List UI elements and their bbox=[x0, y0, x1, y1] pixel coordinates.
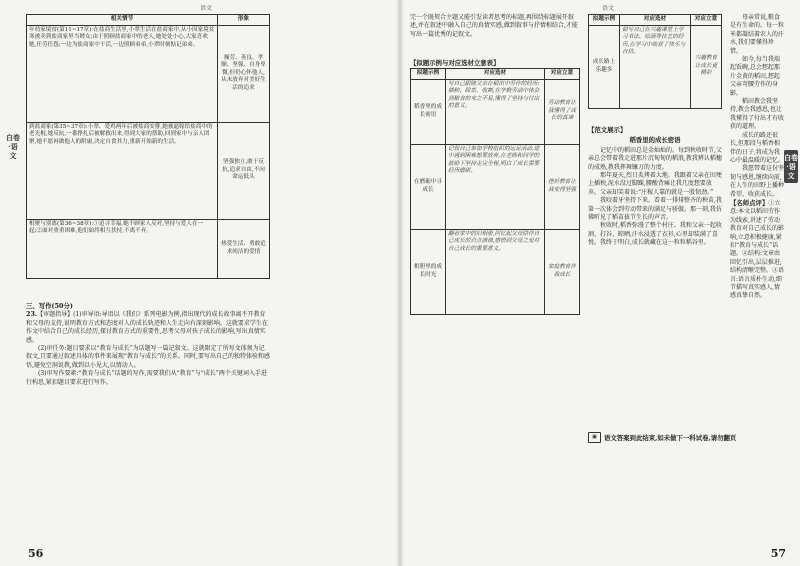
footer-banner bbox=[588, 432, 788, 443]
sample-right-paragraph: 如今,每当我端起饭碗,总会想起那片金黄的稻田,想起父亲弯腰劳作的身影。 bbox=[730, 56, 780, 97]
sample-paragraph: 秋收时,稻香弥漫了整个村庄。我和父亲一起收割、打谷、晾晒,汗水浸透了衣衫,心里却装满了喜悦。我终于明白,成长就藏在这一粒粒稻谷里。 bbox=[588, 222, 722, 247]
outline-header-title: 拟题示例 bbox=[589, 15, 620, 26]
table-header-image: 形象 bbox=[218, 15, 270, 26]
writing-section bbox=[26, 302, 270, 387]
outline-cell-material: 描写自己在兴趣课堂上学习书法、绘画等技艺的经历,在学习中收获了快乐与自信。 bbox=[620, 25, 691, 108]
table-header-row bbox=[589, 15, 722, 26]
book-icon: ▣ bbox=[588, 432, 601, 443]
table-cell-image: 热爱生活、勇敢追求纯洁的爱情 bbox=[218, 219, 270, 278]
writing-section-label: 三、写作(50分) bbox=[26, 302, 73, 310]
table-row bbox=[27, 219, 270, 278]
outline-table bbox=[410, 68, 580, 315]
table-header-row bbox=[27, 15, 270, 26]
sample-paragraph: 我咬着牙坚持下来。看着一排排整齐的秧苗,我第一次体会到劳动带来的满足与骄傲。那一刻,我仿佛听见了稻苗拔节生长的声音。 bbox=[588, 197, 722, 222]
comment-text: ①立意:本文以稻田劳作为线索,讲述了劳动教育对自己成长的影响,立意积极健康,紧扣“教育与成长”话题。②结构:文章由回忆引出,层层推进,结构清晰完整。③语言:语言质朴生动,细节描写真实感人,情感真挚自然。 bbox=[730, 199, 785, 300]
outline-header-idea: 对应立意 bbox=[691, 15, 722, 26]
outline-cell-title: 稻香里的成长密语 bbox=[411, 79, 446, 144]
footer-banner-text: 语文答案到此结束,如未做下一科试卷,请勿翻页 bbox=[604, 434, 737, 442]
intro-text: 完一个既契合主题又能引发读者思考的标题,再围绕标题展开叙述,并在叙述中融入自己的真情实感,做到叙事与抒情相结合,才能写出一篇优秀的记叙文。 bbox=[410, 14, 578, 38]
table-cell-plot: 到盐商家(第35~37章):小翠、爱鸡两年后被盐商安排,她被逼嫁给盐商中的老光棍,她反抗,一番挣扎后被解救出来,得到大家的帮助,回到家中与亲人团聚,她不愿再做他人的附庸,决定自食其力,重新开始新的生活。 bbox=[27, 122, 218, 219]
table-row bbox=[411, 79, 580, 144]
sample-paragraph: 那年夏天,烈日炙烤着大地。我跟着父亲在田埂上插秧,泥水没过脚踝,腰酸背痛让我几度想要放弃。父亲却笑着说:“庄稼人靠的就是一股韧劲。” bbox=[588, 172, 722, 196]
table-cell-plot: 年幼家境贫(第11~17章):在盐商生活里,小翠生活在盐商家中,从小因家境贫寒被卖到盐商家里当婢女;由于照顾盐商家中的老人,她处处小心,大家喜欢她,任劳任怨;一边为盐商家中干活,一边照顾弟弟,小翠时刻惦记弟弟。 bbox=[27, 25, 218, 122]
outline-label: 【拟题示例与对应选材立意表】 bbox=[410, 59, 500, 67]
outline-cell-material: 写自己跟随父亲在稻田中劳作的经历:插秧、除草、收割,在辛勤劳动中体会到粮食的来之不易,懂得了坚持与付出的意义。 bbox=[446, 79, 545, 144]
outline-header-material: 对应选材 bbox=[446, 69, 545, 80]
table-cell-image: 坚强独立,敢于反抗,追求自由,不向命运低头 bbox=[218, 122, 270, 219]
outline-cell-title: 成长路上乐趣多 bbox=[589, 25, 620, 108]
guide-paragraph-2: (2)审任务:题目要求以“教育与成长”为话题写一篇记叙文。这就限定了所写文体须为记叙文,且要通过叙述具体的事件来展现“教育与成长”的关系。同时,要写出自己的独特体验和感悟,避免空洞说教,做到以小见大,以情动人。 bbox=[26, 345, 270, 369]
sample-right-paragraph: 我愿带着这份坚韧与感恩,继续向前,在人生的田野上播种希望、收获成长。 bbox=[730, 165, 785, 198]
sample-title: 稻香里的成长密语 bbox=[629, 136, 681, 145]
right-header-mark: 语文 bbox=[602, 5, 615, 12]
sample-right-paragraph: 母亲常说,粮食是有生命的。每一粒米都凝结着农人的汗水,我们要懂得珍惜。 bbox=[730, 14, 785, 55]
outline-header-material: 对应选材 bbox=[620, 15, 691, 26]
outline-header-idea: 对应立意 bbox=[545, 69, 580, 80]
outline-cell-title: 在磨砺中寻成长 bbox=[411, 144, 446, 229]
right-page bbox=[402, 0, 800, 566]
outline-cell-idea: 家庭教育伴我成长 bbox=[545, 229, 580, 314]
question-number: 23. bbox=[26, 310, 38, 319]
intro-paragraph bbox=[410, 14, 580, 39]
table-row bbox=[411, 229, 580, 314]
sample-paragraph: 记忆中的稻田总是金灿灿的。每到秋收时节,父亲总会带着我走进那片沉甸甸的稻浪,教我辨认稻穗的成熟,教我挥舞镰刀的力度。 bbox=[588, 146, 722, 171]
question-guide: 【审题指导】(1)审导语:导语以《我们》系列电影为例,指出现代的成长故事离不开教育和父母的支持,说明教育方式和态度对人的成长轨迹和人生走向有深刻影响。这就要求学生在作文中结合自己的成长经历,探讨教育方式的重要性,思考父母对孩子成长的影响,写出真情实感。 bbox=[26, 311, 268, 344]
character-table bbox=[26, 14, 270, 279]
sample-label: 【范文展示】 bbox=[588, 126, 627, 134]
sample-right-column bbox=[730, 14, 784, 301]
right-page-number: 57 bbox=[770, 547, 786, 560]
table-row bbox=[589, 25, 722, 108]
outline-header-row bbox=[411, 69, 580, 80]
outline-table-continued bbox=[588, 14, 722, 109]
left-page bbox=[0, 0, 398, 566]
outline-cell-material: 记叙自己参加学校组织的远足活动,途中遇到困难想要放弃,在老师和同学的鼓励下坚持走完全程,明白了成长需要经历磨砺。 bbox=[446, 144, 545, 229]
sample-essay bbox=[588, 126, 722, 248]
table-row bbox=[411, 144, 580, 229]
outline-cell-material: 翻看家中的旧相册,回忆起父母陪伴自己成长的点点滴滴,感悟到父母之爱对自己成长的重要意义。 bbox=[446, 229, 545, 314]
comment-label: 【名师点评】 bbox=[730, 198, 769, 207]
outline-cell-idea: 兴趣教育让成长更精彩 bbox=[691, 25, 722, 108]
outline-cell-idea: 挫折教育让我变得坚强 bbox=[545, 144, 580, 229]
left-page-number: 56 bbox=[28, 547, 44, 560]
table-row bbox=[27, 25, 270, 122]
guide-paragraph-3: (3)审写作要素:“教育与成长”话题的写作,需要我们从“教育”与“成长”两个关键词入手进行构思,紧扣题目要求进行写作。 bbox=[26, 370, 267, 386]
left-header-mark: 语文 bbox=[200, 5, 213, 12]
right-side-tab: 白卷·语文 bbox=[784, 150, 798, 183]
table-cell-plot: 相聚与别离(第36~38章):①追寻幸福,她不顾家人反对,坚持与爱人在一起;②面对重重困难,他们始终相互扶持,不离不弃。 bbox=[27, 219, 218, 278]
table-cell-image: 操劳、善良、孝顺、坚强、自身卑微,但仍心怀他人,从未放弃对美好生活的追求 bbox=[218, 25, 270, 122]
table-header-plot: 相关情节 bbox=[27, 15, 218, 26]
outline-cell-title: 相册里的成长时光 bbox=[411, 229, 446, 314]
outline-header-title: 拟题示例 bbox=[411, 69, 446, 80]
table-row bbox=[27, 122, 270, 219]
left-side-tab: 白卷·语文 bbox=[6, 133, 20, 160]
sample-right-paragraph: 成长的路还很长,但那段与稻香相伴的日子,将成为我心中最温暖的记忆。 bbox=[730, 131, 785, 164]
sample-right-paragraph: 稻田教会我坚持,教会我感恩,也让我懂得了付出才有收获的道理。 bbox=[730, 98, 785, 131]
outline-cell-idea: 劳动教育让我懂得了成长的真谛 bbox=[545, 79, 580, 144]
